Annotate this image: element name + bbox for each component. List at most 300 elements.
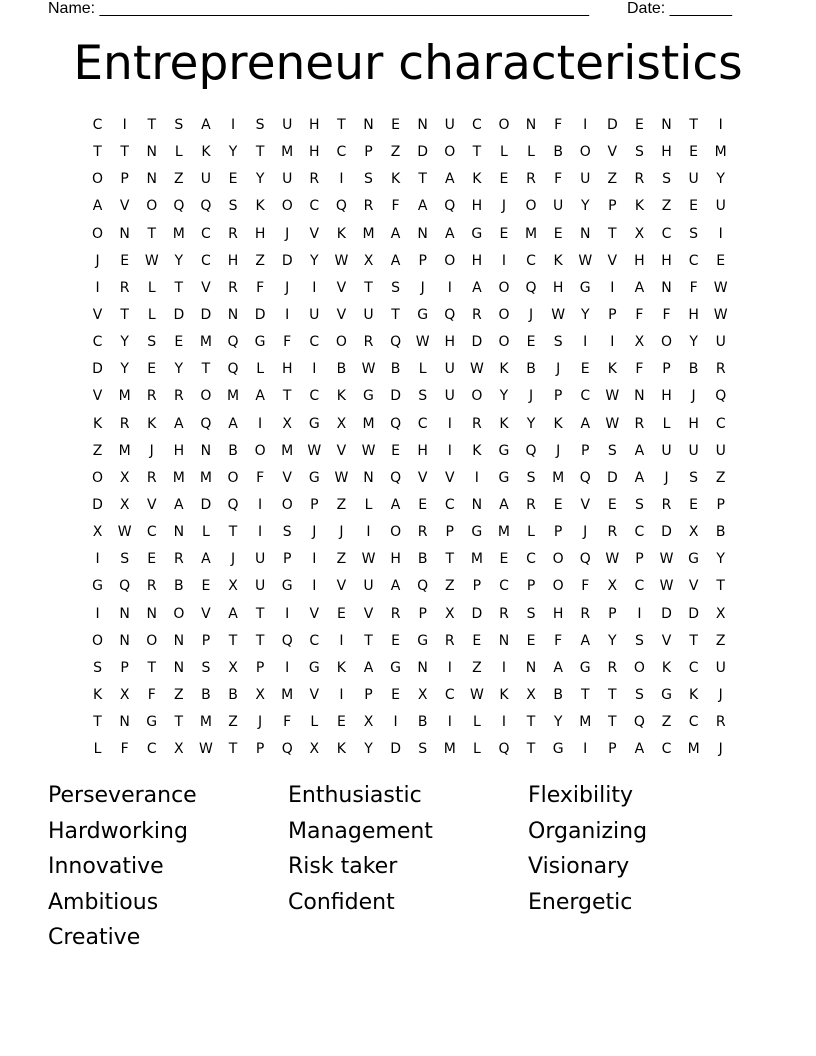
grid-letter: D <box>281 252 293 269</box>
grid-letter: M <box>443 741 456 758</box>
grid-letter: F <box>283 334 292 351</box>
grid-letter: I <box>501 252 507 269</box>
grid-letter: T <box>120 144 129 161</box>
grid-letter: S <box>662 171 671 188</box>
grid-letter: O <box>92 171 104 188</box>
grid-letter: E <box>689 496 699 513</box>
grid-letter: X <box>444 605 455 622</box>
grid-letter: T <box>580 686 590 703</box>
grid-letter: N <box>146 144 157 161</box>
grid-letter: O <box>200 388 212 405</box>
grid-letter: X <box>688 524 699 541</box>
grid-letter: B <box>201 686 211 703</box>
grid-letter: N <box>173 524 185 541</box>
grid-letter: E <box>689 198 699 215</box>
grid-letter: L <box>662 415 671 432</box>
grid-letter: U <box>715 442 726 459</box>
grid-letter: K <box>634 198 645 215</box>
grid-letter: N <box>661 117 672 133</box>
grid-letter: C <box>634 578 645 595</box>
grid-letter: S <box>93 659 102 676</box>
grid-letter: X <box>363 714 374 731</box>
grid-letter: M <box>714 144 727 161</box>
grid-letter: T <box>445 551 455 568</box>
grid-letter: G <box>579 279 591 296</box>
grid-letter: U <box>553 198 564 215</box>
grid-letter: F <box>147 686 156 703</box>
grid-letter: O <box>633 659 645 676</box>
grid-letter: O <box>498 279 510 296</box>
grid-letter: Y <box>174 361 184 378</box>
grid-letter: O <box>552 551 564 568</box>
grid-letter: E <box>418 496 428 513</box>
grid-letter: T <box>364 279 373 296</box>
grid-letter: V <box>309 686 320 703</box>
grid-letter: N <box>173 632 185 649</box>
date-field[interactable]: Date: _______ <box>627 0 732 17</box>
grid-letter: C <box>92 117 103 133</box>
grid-letter: X <box>228 659 238 676</box>
grid-letter: B <box>417 551 428 568</box>
grid-letter: N <box>119 632 130 649</box>
grid-letter: D <box>688 605 699 622</box>
grid-letter: T <box>228 741 238 758</box>
grid-letter: V <box>92 388 103 405</box>
word-list-item: Visionary <box>528 854 630 880</box>
grid-letter: I <box>95 279 100 296</box>
grid-letter: R <box>390 605 401 622</box>
grid-letter: O <box>661 334 673 351</box>
page-title: Entrepreneur characteristics <box>73 36 743 91</box>
grid-letter: P <box>310 496 319 513</box>
grid-letter: D <box>92 496 103 513</box>
grid-letter: V <box>607 252 618 269</box>
grid-letter: I <box>501 659 507 676</box>
grid-letter: A <box>499 496 509 513</box>
grid-letter: D <box>390 741 401 758</box>
grid-letter: D <box>471 605 483 622</box>
grid-letter: A <box>201 551 211 568</box>
grid-letter: O <box>444 144 456 161</box>
grid-letter: X <box>607 578 618 595</box>
grid-letter: B <box>715 524 726 541</box>
grid-letter: L <box>364 496 373 513</box>
grid-letter: X <box>634 334 645 351</box>
grid-letter: R <box>580 605 591 622</box>
grid-letter: I <box>501 714 507 731</box>
grid-letter: V <box>309 605 320 622</box>
grid-letter: Y <box>120 334 129 351</box>
grid-letter: N <box>498 632 510 649</box>
grid-letter: K <box>472 171 482 188</box>
grid-letter: T <box>174 714 184 731</box>
grid-letter: T <box>147 117 157 133</box>
grid-letter: S <box>255 117 265 133</box>
grid-letter: L <box>174 144 183 161</box>
grid-letter: M <box>118 442 131 459</box>
grid-letter: U <box>282 117 293 133</box>
word-list-item: Organizing <box>528 818 648 844</box>
grid-letter: E <box>228 171 238 188</box>
grid-letter: P <box>418 252 427 269</box>
grid-letter: H <box>688 415 699 432</box>
name-field[interactable]: Name: _______________________________________________________ <box>48 0 589 17</box>
grid-letter: G <box>92 578 103 595</box>
grid-letter: K <box>499 686 509 703</box>
grid-letter: P <box>418 605 427 622</box>
grid-letter: T <box>201 361 211 378</box>
grid-letter: T <box>391 306 400 323</box>
grid-letter: O <box>471 388 483 405</box>
grid-letter: H <box>552 605 564 622</box>
grid-letter: A <box>553 659 563 676</box>
grid-letter: N <box>525 117 537 133</box>
grid-letter: V <box>282 469 292 486</box>
grid-letter: E <box>716 252 726 269</box>
grid-letter: L <box>500 144 508 161</box>
grid-letter: R <box>499 605 509 622</box>
grid-letter: T <box>526 741 536 758</box>
grid-letter: A <box>255 388 265 405</box>
grid-letter: X <box>119 686 130 703</box>
grid-letter: T <box>147 659 157 676</box>
grid-letter: C <box>444 686 455 703</box>
grid-letter: T <box>689 632 698 649</box>
grid-letter: U <box>254 551 266 568</box>
grid-letter: A <box>634 741 645 758</box>
grid-letter: I <box>230 117 236 133</box>
grid-letter: X <box>526 686 536 703</box>
grid-letter: R <box>309 171 320 188</box>
grid-letter: J <box>95 252 100 269</box>
grid-letter: Q <box>173 198 185 215</box>
grid-letter: N <box>471 496 483 513</box>
grid-letter: A <box>580 632 591 649</box>
grid-letter: I <box>718 117 723 133</box>
grid-letter: R <box>146 469 157 486</box>
grid-letter: H <box>254 225 266 242</box>
grid-letter: D <box>417 144 429 161</box>
word-list-item: Hardworking <box>48 818 188 844</box>
grid-letter: Z <box>336 551 347 568</box>
grid-letter: J <box>718 741 723 758</box>
grid-letter: J <box>664 469 669 486</box>
grid-letter: U <box>200 171 212 188</box>
grid-letter: I <box>258 524 263 541</box>
word-list-item: Enthusiastic <box>288 783 422 808</box>
grid-letter: X <box>174 741 184 758</box>
grid-letter: D <box>200 496 212 513</box>
grid-letter: Q <box>715 388 727 405</box>
grid-letter: P <box>635 551 644 568</box>
grid-letter: D <box>606 469 618 486</box>
grid-letter: Y <box>716 551 725 568</box>
grid-letter: U <box>661 442 672 459</box>
grid-letter: C <box>309 388 320 405</box>
grid-letter: W <box>578 252 593 269</box>
grid-letter: X <box>119 469 130 486</box>
grid-letter: G <box>146 714 158 731</box>
word-list-item: Energetic <box>528 889 633 915</box>
grid-letter: C <box>201 225 211 242</box>
grid-letter: Q <box>335 198 347 215</box>
grid-letter: Q <box>200 415 212 432</box>
grid-letter: O <box>254 442 266 459</box>
grid-letter: Q <box>281 632 293 649</box>
grid-letter: H <box>688 306 699 323</box>
grid-letter: W <box>361 551 376 568</box>
grid-letter: N <box>661 279 672 296</box>
grid-letter: K <box>255 198 265 215</box>
grid-letter: F <box>635 306 644 323</box>
grid-letter: U <box>580 171 591 188</box>
grid-letter: G <box>498 442 510 459</box>
grid-letter: Z <box>715 469 726 486</box>
grid-letter: R <box>607 524 618 541</box>
grid-letter: U <box>363 306 374 323</box>
grid-letter: R <box>526 496 536 513</box>
grid-letter: Q <box>390 334 402 351</box>
grid-letter: V <box>417 469 428 486</box>
word-list-item: Flexibility <box>528 783 633 808</box>
grid-letter: T <box>93 144 102 161</box>
grid-letter: W <box>659 578 674 595</box>
grid-letter: C <box>526 551 536 568</box>
grid-letter: K <box>92 686 103 703</box>
grid-letter: U <box>444 117 455 133</box>
grid-letter: I <box>312 578 317 595</box>
grid-letter: W <box>144 252 159 269</box>
grid-letter: P <box>472 578 482 595</box>
grid-letter: T <box>716 578 725 595</box>
grid-letter: Q <box>444 198 456 215</box>
grid-letter: P <box>282 551 292 568</box>
grid-letter: N <box>119 605 130 622</box>
grid-letter: S <box>634 686 644 703</box>
grid-letter: F <box>283 714 292 731</box>
grid-letter: P <box>445 524 454 541</box>
grid-letter: H <box>552 279 564 296</box>
grid-letter: Q <box>579 469 591 486</box>
grid-letter: E <box>201 578 211 595</box>
grid-letter: J <box>691 388 696 405</box>
grid-letter: S <box>634 496 644 513</box>
grid-letter: L <box>418 361 427 378</box>
grid-letter: T <box>255 605 265 622</box>
grid-letter: V <box>336 306 347 323</box>
grid-letter: B <box>553 686 563 703</box>
grid-letter: V <box>309 225 320 242</box>
grid-letter: E <box>689 144 699 161</box>
grid-letter: S <box>228 198 238 215</box>
grid-letter: L <box>256 361 265 378</box>
grid-letter: O <box>335 334 347 351</box>
grid-letter: E <box>499 225 509 242</box>
grid-letter: A <box>634 442 645 459</box>
grid-letter: E <box>147 551 157 568</box>
grid-letter: V <box>580 496 591 513</box>
grid-letter: V <box>119 198 130 215</box>
grid-letter: K <box>553 415 563 432</box>
grid-letter: Z <box>255 252 265 269</box>
grid-letter: M <box>497 524 510 541</box>
grid-letter: I <box>447 714 452 731</box>
grid-letter: I <box>583 741 588 758</box>
grid-letter: S <box>364 171 373 188</box>
grid-letter: I <box>312 551 317 568</box>
grid-letter: P <box>553 524 563 541</box>
grid-letter: W <box>551 306 566 323</box>
grid-letter: Y <box>120 361 129 378</box>
grid-letter: O <box>227 469 239 486</box>
grid-letter: Z <box>661 198 672 215</box>
grid-letter: H <box>661 144 672 161</box>
grid-letter: G <box>390 659 401 676</box>
grid-letter: H <box>444 334 456 351</box>
grid-letter: I <box>285 659 290 676</box>
grid-letter: J <box>718 686 723 703</box>
grid-letter: A <box>634 279 645 296</box>
grid-letter: W <box>361 442 376 459</box>
grid-letter: X <box>119 496 130 513</box>
grid-letter: S <box>418 388 428 405</box>
grid-letter: U <box>254 578 266 595</box>
word-list-item: Management <box>288 818 433 844</box>
grid-letter: N <box>146 171 157 188</box>
grid-letter: D <box>173 306 185 323</box>
grid-letter: I <box>95 605 100 622</box>
grid-letter: O <box>92 632 104 649</box>
grid-letter: I <box>366 524 371 541</box>
grid-letter: P <box>255 741 265 758</box>
grid-letter: S <box>689 225 699 242</box>
grid-letter: O <box>146 198 158 215</box>
grid-letter: W <box>713 279 728 296</box>
grid-letter: V <box>661 632 672 649</box>
grid-letter: M <box>199 714 212 731</box>
grid-letter: U <box>444 388 455 405</box>
grid-letter: C <box>661 741 672 758</box>
grid-letter: B <box>174 578 184 595</box>
grid-letter: K <box>499 361 509 378</box>
grid-letter: N <box>173 659 185 676</box>
grid-letter: Y <box>553 714 563 731</box>
grid-letter: A <box>444 225 455 242</box>
word-list-item: Risk taker <box>288 854 398 880</box>
grid-letter: T <box>608 686 617 703</box>
grid-letter: G <box>254 334 266 351</box>
grid-letter: H <box>309 117 320 133</box>
grid-letter: T <box>282 388 292 405</box>
grid-letter: K <box>201 144 211 161</box>
grid-letter: T <box>418 171 427 188</box>
grid-letter: U <box>363 578 374 595</box>
grid-letter: X <box>336 415 347 432</box>
grid-letter: E <box>499 551 509 568</box>
grid-letter: I <box>95 551 100 568</box>
grid-letter: M <box>199 334 212 351</box>
grid-letter: B <box>553 144 563 161</box>
grid-letter: R <box>119 279 130 296</box>
grid-letter: O <box>390 524 402 541</box>
word-list-item: Innovative <box>48 854 164 880</box>
grid-letter: Y <box>716 171 725 188</box>
grid-letter: I <box>718 225 723 242</box>
word-list-item: Creative <box>48 925 141 951</box>
grid-letter: G <box>471 225 483 242</box>
grid-letter: G <box>579 659 591 676</box>
grid-letter: X <box>282 415 292 432</box>
grid-letter: P <box>255 659 265 676</box>
grid-letter: T <box>689 117 698 133</box>
grid-letter: X <box>363 252 374 269</box>
grid-letter: S <box>634 144 644 161</box>
grid-letter: Y <box>526 415 536 432</box>
grid-letter: C <box>417 415 428 432</box>
grid-letter: P <box>526 578 536 595</box>
grid-letter: O <box>552 578 564 595</box>
grid-letter: Q <box>281 741 293 758</box>
grid-letter: I <box>583 334 588 351</box>
grid-letter: B <box>390 361 401 378</box>
grid-letter: K <box>147 415 157 432</box>
grid-letter: H <box>227 252 239 269</box>
grid-letter: O <box>281 198 293 215</box>
grid-letter: J <box>528 306 534 323</box>
grid-letter: U <box>309 306 320 323</box>
grid-letter: J <box>285 225 290 242</box>
grid-letter: E <box>174 334 184 351</box>
grid-letter: W <box>199 741 213 758</box>
grid-letter: V <box>201 605 211 622</box>
grid-letter: E <box>526 632 536 649</box>
grid-letter: Y <box>580 306 590 323</box>
grid-letter: Y <box>580 198 590 215</box>
grid-letter: F <box>554 171 563 188</box>
grid-letter: Z <box>336 496 347 513</box>
grid-letter: C <box>688 252 699 269</box>
grid-letter: K <box>661 659 672 676</box>
grid-letter: N <box>200 442 212 459</box>
grid-letter: D <box>92 361 103 378</box>
grid-letter: F <box>256 279 265 296</box>
grid-letter: F <box>689 279 698 296</box>
grid-letter: E <box>526 334 536 351</box>
grid-letter: H <box>661 388 672 405</box>
grid-letter: T <box>120 306 129 323</box>
grid-letter: Q <box>579 551 591 568</box>
grid-letter: M <box>470 551 483 568</box>
grid-letter: P <box>201 632 211 649</box>
grid-letter: T <box>255 632 265 649</box>
grid-letter: C <box>634 524 645 541</box>
grid-letter: W <box>659 551 674 568</box>
grid-letter: N <box>119 225 130 242</box>
grid-letter: N <box>525 659 537 676</box>
grid-letter: C <box>201 252 211 269</box>
grid-letter: Q <box>227 496 239 513</box>
grid-letter: X <box>715 605 726 622</box>
grid-letter: Y <box>499 388 509 405</box>
grid-letter: C <box>336 144 347 161</box>
grid-letter: O <box>444 252 456 269</box>
grid-letter: T <box>337 117 346 133</box>
grid-letter: D <box>254 306 266 323</box>
grid-letter: T <box>364 632 373 649</box>
grid-letter: G <box>308 415 320 432</box>
grid-letter: K <box>553 252 563 269</box>
grid-letter: H <box>281 361 293 378</box>
